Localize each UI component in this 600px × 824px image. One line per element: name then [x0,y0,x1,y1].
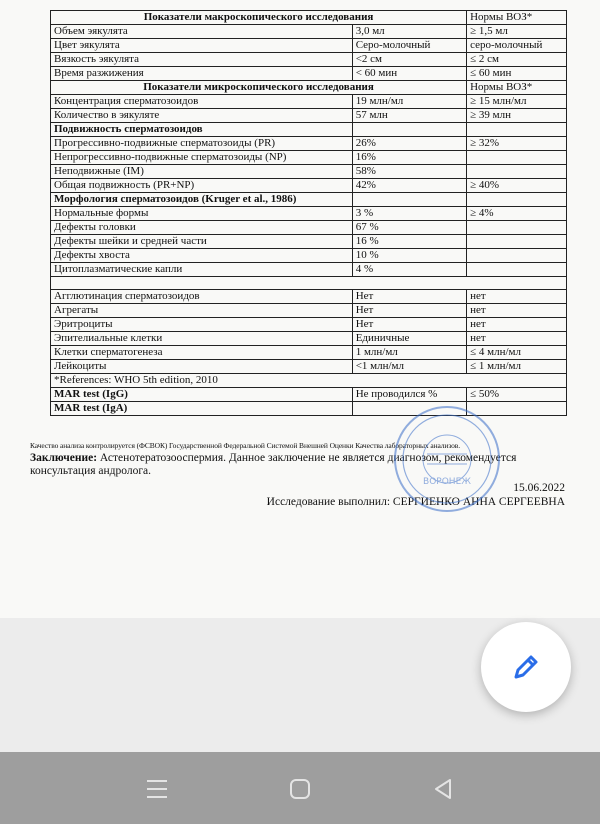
table-row [51,25,567,39]
row-label: Концентрация сперматозоидов [51,95,353,109]
row-label: Цвет эякулята [51,39,353,53]
quality-note: Качество анализа контролируется (ФСВОК) Государственной Федеральной Системой Внешней Оценки Качества лабораторных анализов. [30,441,461,450]
row-value: 58% [352,165,466,179]
table-row [51,207,567,221]
table-row [51,221,567,235]
motility-header-row [51,123,567,137]
mar-igg-row [51,388,567,402]
row-norm [467,249,567,263]
row-norm: серо-молочный [467,39,567,53]
row-norm: ≤ 1 млн/мл [467,360,567,374]
row-label: Агглютинация сперматозоидов [51,290,353,304]
row-value: <1 млн/мл [352,360,466,374]
table-row [51,137,567,151]
row-value: 3,0 мл [352,25,466,39]
row-label: Эпителиальные клетки [51,332,353,346]
table-row [51,235,567,249]
row-value: 19 млн/мл [352,95,466,109]
table-row [51,332,567,346]
row-value: 1 млн/мл [352,346,466,360]
table-row [51,95,567,109]
row-norm: ≤ 4 млн/мл [467,346,567,360]
morphology-header: Морфология сперматозоидов (Kruger et al., 1986) [51,193,353,207]
row-norm: ≥ 32% [467,137,567,151]
row-norm: ≥ 15 млн/мл [467,95,567,109]
row-value: 16% [352,151,466,165]
table-row [51,304,567,318]
micro-header-row [51,81,567,95]
row-value: <2 см [352,53,466,67]
row-label: Количество в эякуляте [51,109,353,123]
row-value: Нет [352,290,466,304]
table-row [51,249,567,263]
micro-norms-header: Нормы ВОЗ* [467,81,567,95]
table-row [51,165,567,179]
row-label: MAR test (IgG) [51,388,353,402]
row-value: 3 % [352,207,466,221]
table-row [51,290,567,304]
performer: Исследование выполнил: СЕРГИЕНКО АННА СЕРГЕЕВНА [266,496,565,508]
row-value: 4 % [352,263,466,277]
table-row [51,263,567,277]
row-label: Дефекты хвоста [51,249,353,263]
conclusion-label: Заключение: [30,452,98,464]
row-label: Объем эякулята [51,25,353,39]
table-row [51,53,567,67]
row-value: Единичные [352,332,466,346]
row-norm [467,263,567,277]
row-label: Дефекты головки [51,221,353,235]
row-norm [467,221,567,235]
motility-header: Подвижность сперматозоидов [51,123,353,137]
row-norm: ≥ 40% [467,179,567,193]
row-value: Нет [352,304,466,318]
row-label: Вязкость эякулята [51,53,353,67]
row-value: 10 % [352,249,466,263]
row-norm: ≥ 4% [467,207,567,221]
row-label: Дефекты шейки и средней части [51,235,353,249]
references-row [51,374,567,388]
row-norm: ≤ 50% [467,388,567,402]
row-norm: нет [467,332,567,346]
references-note: *References: WHO 5th edition, 2010 [51,374,567,388]
table-row [51,109,567,123]
stamp-text: ВОРОНЕЖ [423,477,471,487]
table-row [51,67,567,81]
row-norm: ≥ 39 млн [467,109,567,123]
row-norm: ≤ 2 см [467,53,567,67]
report-date: 15.06.2022 [513,482,565,494]
macro-norms-header: Нормы ВОЗ* [467,11,567,25]
row-label: Время разжижения [51,67,353,81]
row-label: Агрегаты [51,304,353,318]
row-value: Не проводился % [352,388,466,402]
micro-header: Показатели микроскопического исследования [51,81,467,95]
row-value: 26% [352,137,466,151]
recent-apps-icon[interactable] [142,774,172,804]
morphology-header-row [51,193,567,207]
row-label: Эритроциты [51,318,353,332]
row-label: Цитоплазматические капли [51,263,353,277]
row-norm: ≥ 1,5 мл [467,25,567,39]
home-icon[interactable] [285,774,315,804]
row-label: Прогрессивно-подвижные сперматозоиды (PR) [51,137,353,151]
row-norm: нет [467,290,567,304]
row-value: < 60 мин [352,67,466,81]
row-value: 42% [352,179,466,193]
macro-header-row [51,11,567,25]
table-row [51,151,567,165]
row-label: Клетки сперматогенеза [51,346,353,360]
back-icon[interactable] [428,774,458,804]
row-label: Нормальные формы [51,207,353,221]
table-row [51,179,567,193]
row-norm [467,151,567,165]
table-row [51,346,567,360]
official-stamp-icon [392,404,502,514]
row-norm [467,235,567,249]
row-label: Лейкоциты [51,360,353,374]
row-norm: нет [467,318,567,332]
row-value: 57 млн [352,109,466,123]
row-label: Общая подвижность (PR+NP) [51,179,353,193]
table-row [51,360,567,374]
row-norm [467,165,567,179]
row-norm: ≤ 60 мин [467,67,567,81]
pencil-edit-icon [510,651,542,683]
table-row [51,39,567,53]
spacer-row [51,277,567,290]
row-value: Серо-молочный [352,39,466,53]
system-nav-bar [0,752,600,824]
row-value: 67 % [352,221,466,235]
conclusion-text: Астенотератозооспермия. Данное заключение не является диагнозом, рекомендуется консультация андролога. [30,452,517,477]
macro-header: Показатели макроскопического исследования [51,11,467,25]
row-value: Нет [352,318,466,332]
row-label: Непрогрессивно-подвижные сперматозоиды (NP) [51,151,353,165]
results-table [50,10,567,416]
row-value: 16 % [352,235,466,249]
table-row [51,318,567,332]
edit-button[interactable] [481,622,571,712]
row-label: MAR test (IgA) [51,402,353,416]
row-label: Неподвижные (IM) [51,165,353,179]
row-norm: нет [467,304,567,318]
